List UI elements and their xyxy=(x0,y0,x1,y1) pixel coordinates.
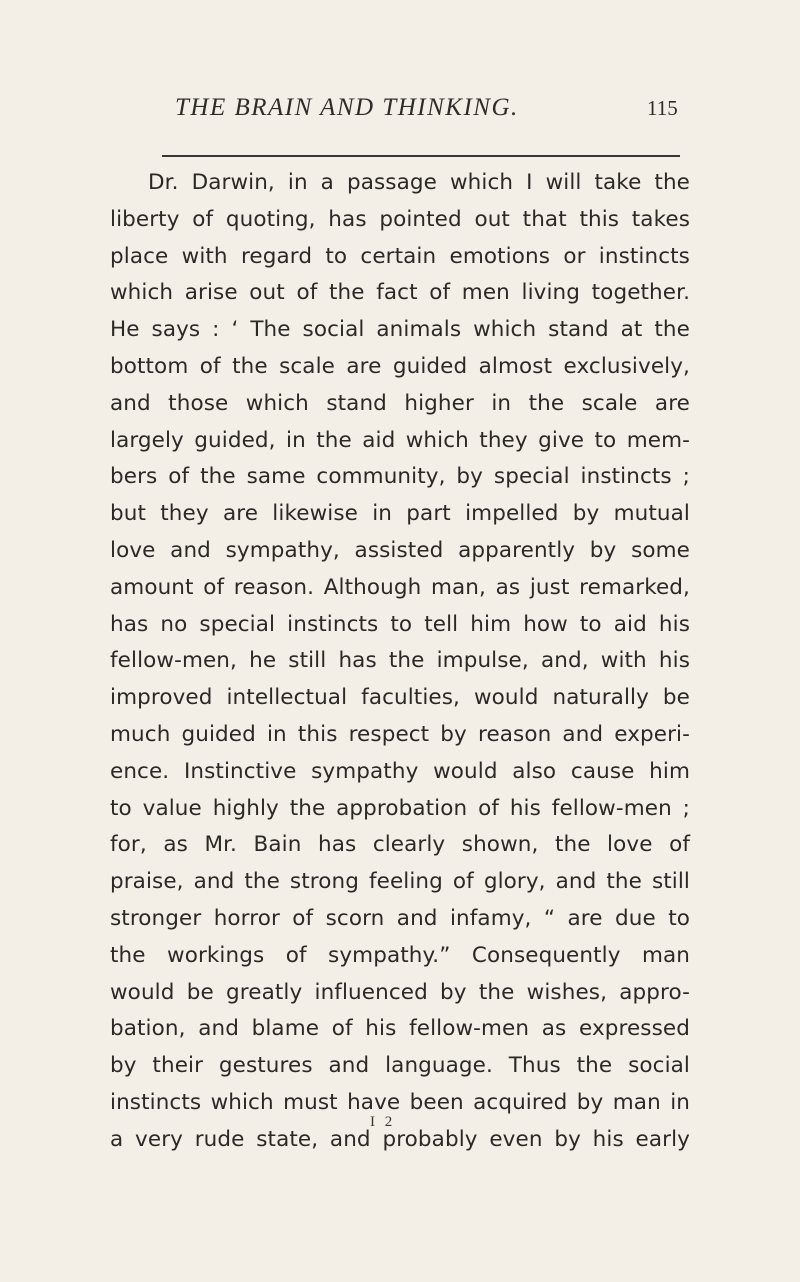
text-line: the workings of sympathy.” Consequently man xyxy=(110,942,690,968)
text-line: love and sympathy, assisted apparently by some xyxy=(110,537,690,563)
text-line: He says : ‘ The social animals which stand at the xyxy=(110,317,690,343)
text-line: fellow-men, he still has the impulse, and, with his xyxy=(110,648,690,674)
text-line: and those which stand higher in the scale are xyxy=(110,390,690,416)
text-line: bottom of the scale are guided almost exclusively, xyxy=(110,353,690,379)
text-line: which arise out of the fact of men living together. xyxy=(110,280,690,306)
text-line: praise, and the strong feeling of glory, and the still xyxy=(110,869,690,895)
text-line: for, as Mr. Bain has clearly shown, the love of xyxy=(110,832,690,858)
text-line: bation, and blame of his fellow-men as expressed xyxy=(110,1016,690,1042)
text-line: stronger horror of scorn and infamy, “ are due to xyxy=(110,905,690,931)
text-line: much guided in this respect by reason and experi- xyxy=(110,721,690,747)
text-line: but they are likewise in part impelled by mutual xyxy=(110,501,690,527)
text-line: place with regard to certain emotions or instincts xyxy=(110,243,690,269)
body-text xyxy=(110,165,690,1159)
running-head xyxy=(100,90,700,130)
text-line: would be greatly influenced by the wishes, appro- xyxy=(110,979,690,1005)
text-line: largely guided, in the aid which they give to mem- xyxy=(110,427,690,453)
header-rule xyxy=(162,155,680,157)
text-line: instincts which must have been acquired by man in xyxy=(110,1089,690,1115)
text-line: liberty of quoting, has pointed out that this takes xyxy=(110,206,690,232)
running-title: THE BRAIN AND THINKING. xyxy=(175,94,519,121)
text-line: to value highly the approbation of his fellow-men ; xyxy=(110,795,690,821)
text-line: amount of reason. Although man, as just remarked, xyxy=(110,574,690,600)
page-number: 115 xyxy=(647,96,678,120)
text-line: a very rude state, and probably even by his early xyxy=(110,1126,690,1152)
text-line: by their gestures and language. Thus the social xyxy=(110,1053,690,1079)
text-line: ence. Instinctive sympathy would also cause him xyxy=(110,758,690,784)
signature-mark: I 2 xyxy=(370,1114,396,1130)
text-line: bers of the same community, by special instincts ; xyxy=(110,464,690,490)
text-line: improved intellectual faculties, would naturally be xyxy=(110,685,690,711)
text-line: has no special instincts to tell him how to aid his xyxy=(110,611,690,637)
text-line: Dr. Darwin, in a passage which I will take the xyxy=(148,170,690,195)
